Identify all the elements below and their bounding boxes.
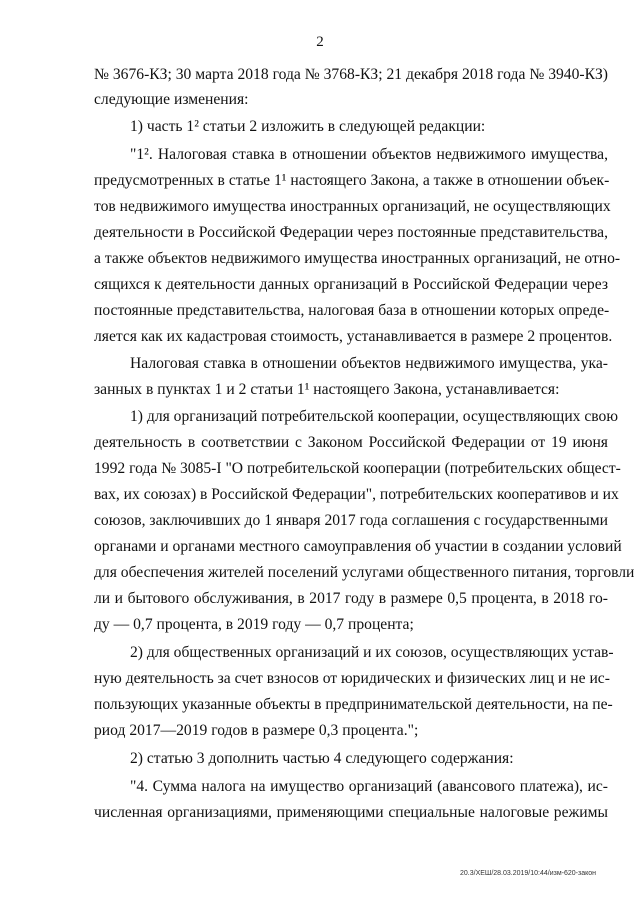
text-line: пользующих указанные объекты в предпринимательской деятельности, на пе- [94,696,613,713]
text-line: деятельности в Российской Федерации через постоянные представительства, [94,224,608,241]
text-line: "4. Сумма налога на имущество организаций (авансового платежа), ис- [130,778,608,795]
text-line: численная организациями, применяющими специальные налоговые режимы [94,804,608,821]
text-line: 2) статью 3 дополнить частью 4 следующего содержания: [130,750,514,767]
text-line: "1². Налоговая ставка в отношении объектов недвижимого имущества, [130,146,608,163]
text-line: Налоговая ставка в отношении объектов недвижимого имущества, ука- [130,355,608,372]
text-line: сящихся к деятельности данных организаций в Российской Федерации через [94,276,608,293]
text-line: 1992 года № 3085-I "О потребительской кооперации (потребительских общест- [94,460,621,477]
text-line: ную деятельность за счет взносов от юридических и физических лиц и не ис- [94,670,610,687]
text-line: для обеспечения жителей поселений услугами общественного питания, торговли [94,564,635,581]
text-line: деятельность в соответствии с Законом Российской Федерации от 19 июня [94,434,608,451]
text-line: а также объектов недвижимого имущества иностранных организаций, не отно- [94,250,621,267]
text-line: тов недвижимого имущества иностранных организаций, не осуществляющих [94,198,611,215]
text-line: вах, их союзах) в Российской Федерации", потребительских кооперативов и их [94,486,619,503]
text-line: № 3676-КЗ; 30 марта 2018 года № 3768-КЗ; 21 декабря 2018 года № 3940-КЗ) [94,66,608,83]
text-line: ляется как их кадастровая стоимость, устанавливается в размере 2 процентов. [94,328,613,345]
page-number: 2 [316,34,324,50]
text-line: постоянные представительства, налоговая база в отношении которых опреде- [94,302,610,319]
text-line: риод 2017—2019 годов в размере 0,3 процента."; [94,722,419,739]
text-line: следующие изменения: [94,91,249,108]
document-footer-code: 20.3/ХЕШ/28.03.2019/10:44/изм-620-закон [460,870,596,877]
text-line: союзов, заключивших до 1 января 2017 года соглашения с государственными [94,512,608,529]
text-line: ли и бытового обслуживания, в 2017 году в размере 0,5 процента, в 2018 го- [94,590,608,607]
text-line: 1) часть 1² статьи 2 изложить в следующей редакции: [130,118,486,135]
text-line: занных в пунктах 1 и 2 статьи 1¹ настоящего Закона, устанавливается: [94,381,560,398]
text-line: ду — 0,7 процента, в 2019 году — 0,7 процента; [94,616,414,633]
text-line: предусмотренных в статье 1¹ настоящего Закона, а также в отношении объек- [94,172,610,189]
text-line: 2) для общественных организаций и их союзов, осуществляющих устав- [130,644,614,661]
text-line: органами и органами местного самоуправления об участии в создании условий [94,538,622,555]
text-line: 1) для организаций потребительской кооперации, осуществляющих свою [130,408,618,425]
